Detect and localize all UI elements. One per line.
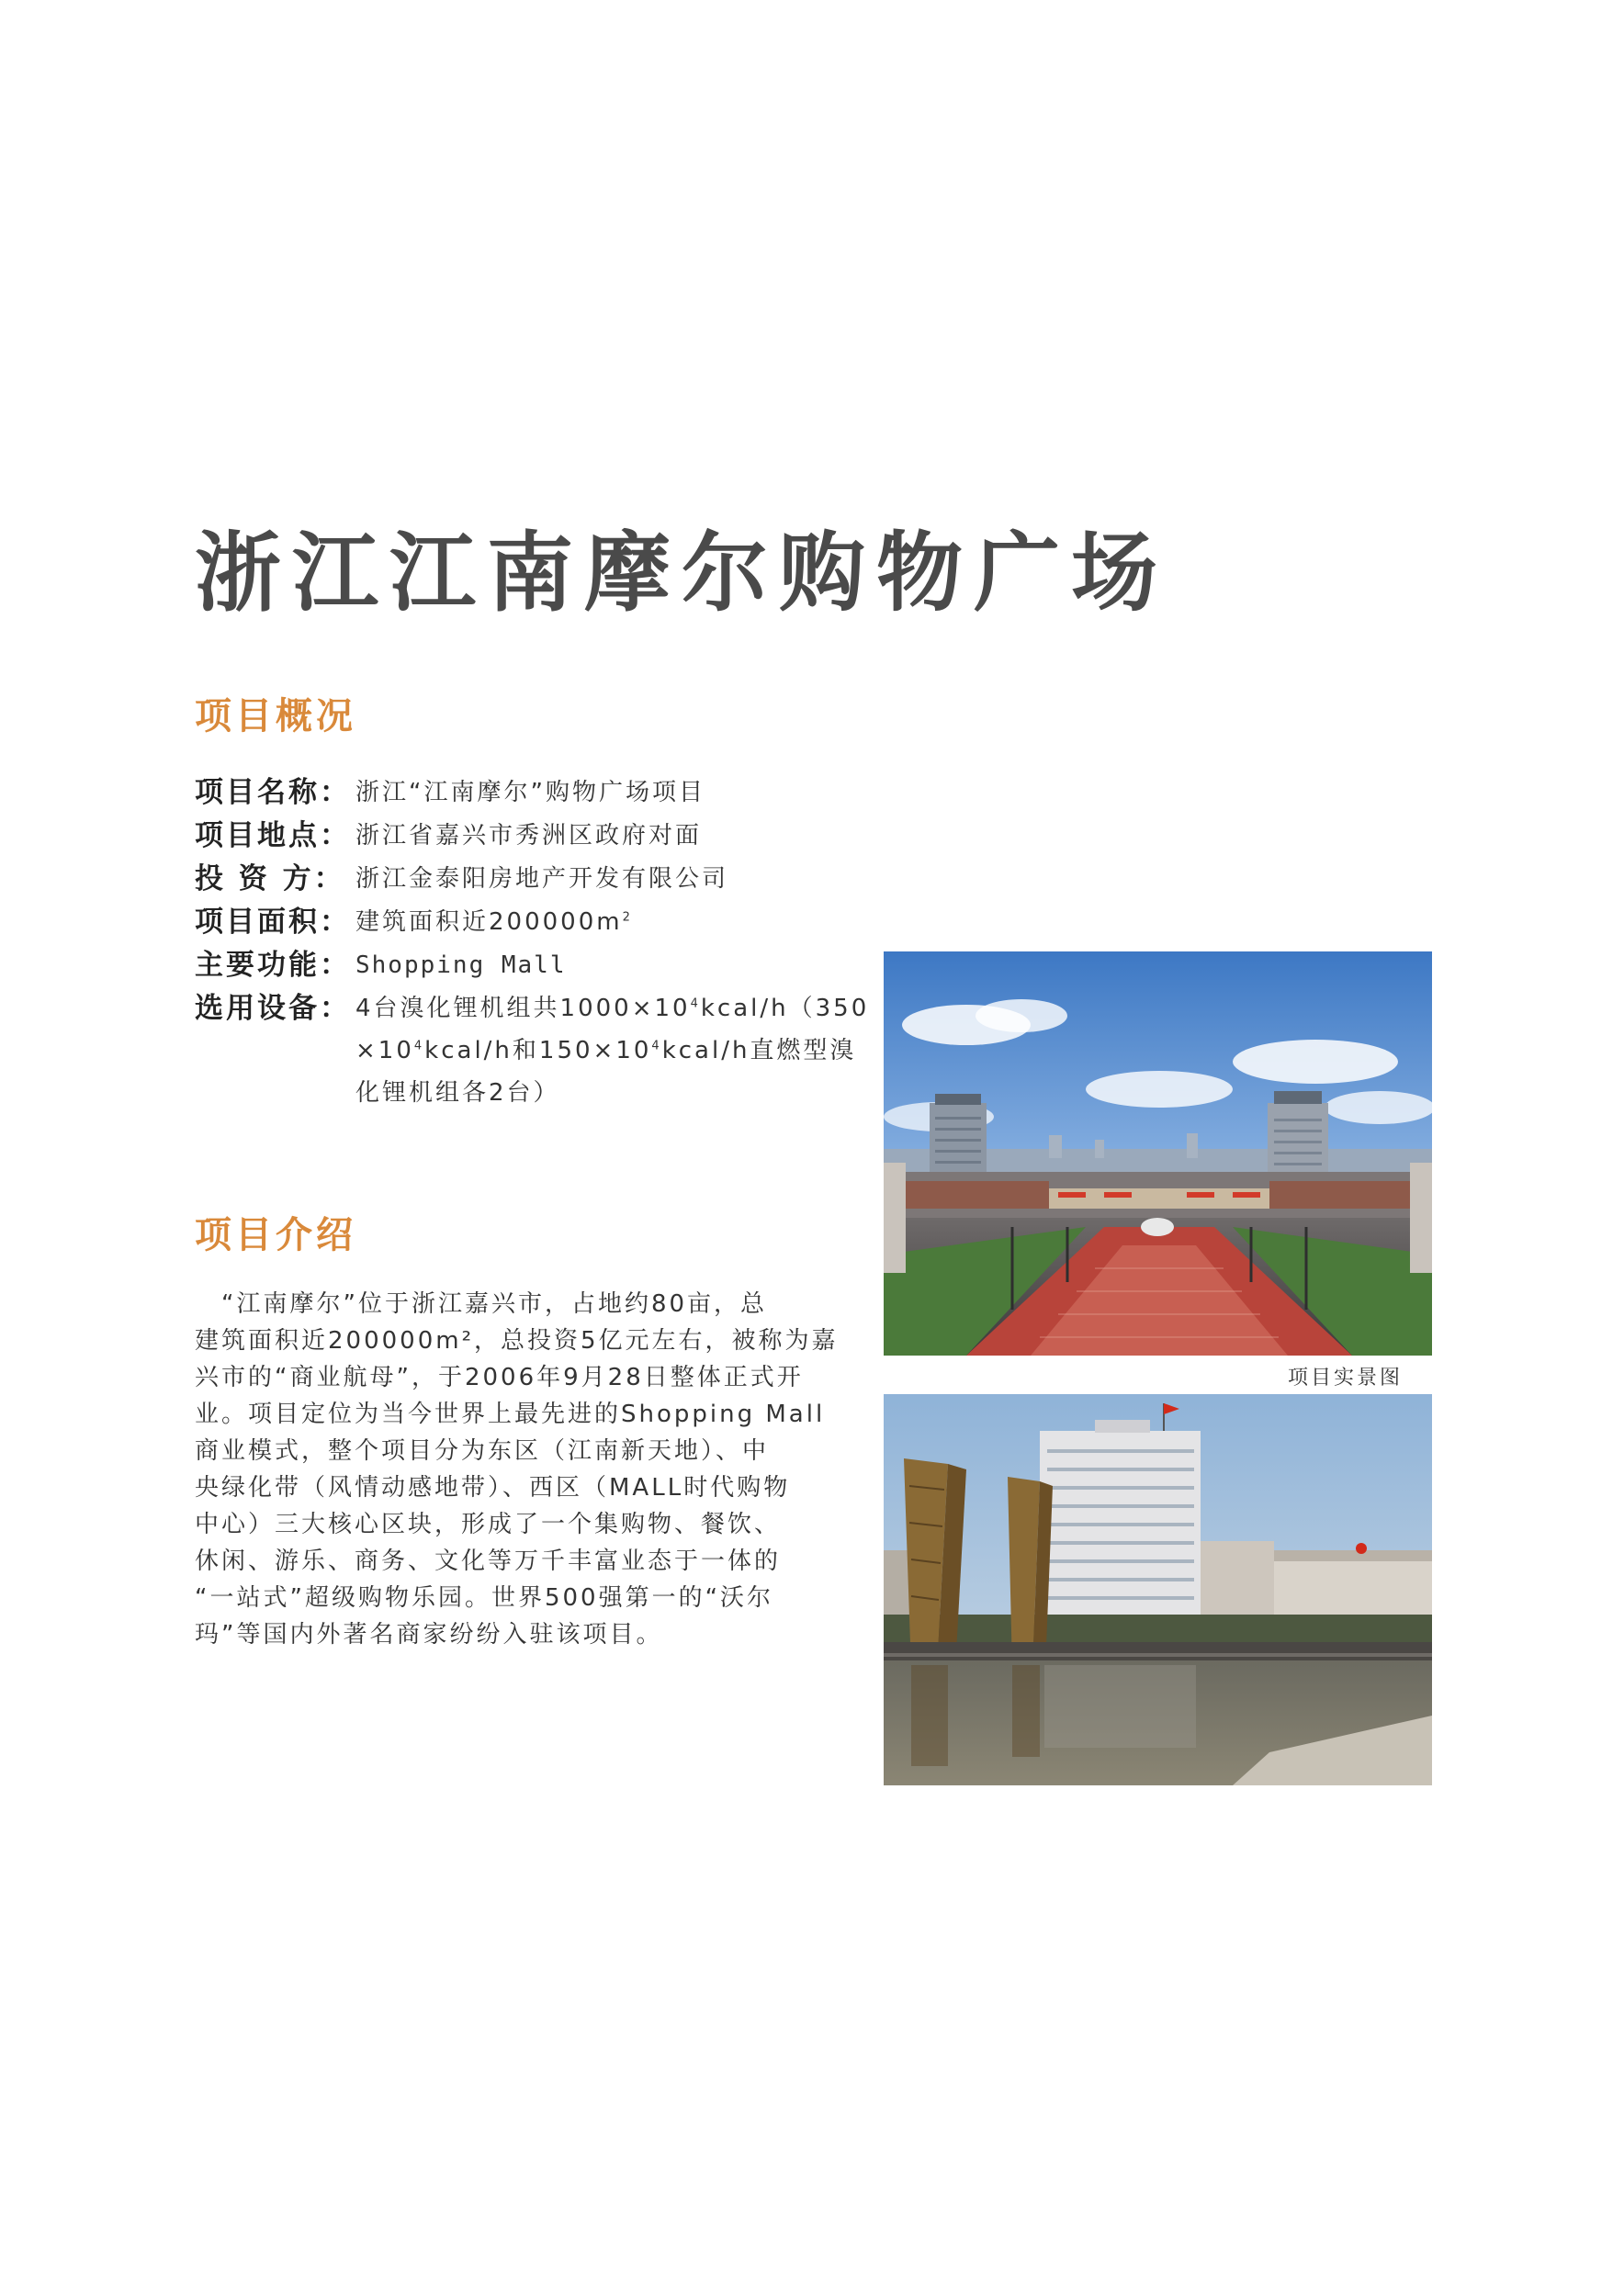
equipment-superscript: 4: [651, 1039, 662, 1053]
equipment-superscript: 4: [690, 996, 701, 1011]
info-value: 浙江省嘉兴市秀洲区政府对面: [355, 822, 703, 850]
info-label: 投 资 方：: [195, 862, 345, 895]
intro-line: 央绿化带（风情动感地带）、西区（MALL时代购物: [195, 1474, 791, 1502]
intro-line: 玛”等国内外著名商家纷纷入驻该项目。: [195, 1621, 663, 1649]
intro-heading: 项目介绍: [195, 1214, 356, 1256]
info-row-area: [195, 901, 856, 944]
equipment-superscript: 4: [413, 1039, 425, 1053]
equipment-text: 4台溴化锂机组共1000×10: [355, 995, 691, 1022]
equipment-text: kcal/h（350: [700, 995, 870, 1022]
info-row-name: [195, 771, 856, 815]
intro-line: “江南摩尔”位于浙江嘉兴市，占地约80亩，总: [195, 1290, 768, 1318]
intro-paragraph: [195, 1286, 839, 1653]
equipment-text: ×10: [355, 1037, 414, 1064]
info-label: 项目地点：: [195, 819, 351, 852]
info-value: 浙江“江南摩尔”购物广场项目: [355, 779, 705, 806]
page-title: 浙江江南摩尔购物广场: [195, 523, 1169, 624]
equipment-line: [355, 987, 870, 1030]
intro-line: 商业模式，整个项目分为东区（江南新天地）、中: [195, 1437, 770, 1465]
info-value: Shopping Mall: [355, 951, 567, 979]
photo-caption: 项目实景图: [1288, 1367, 1404, 1390]
intro-line: 中心）三大核心区块，形成了一个集购物、餐饮、: [195, 1511, 782, 1538]
info-label: 项目名称：: [195, 776, 351, 809]
intro-line: 兴市的“商业航母”，于2006年9月28日整体正式开: [195, 1364, 804, 1391]
intro-line: 业。项目定位为当今世界上最先进的Shopping Mall: [195, 1401, 826, 1428]
info-value: 浙江金泰阳房地产开发有限公司: [355, 865, 729, 893]
info-row-equipment: [195, 987, 870, 1114]
info-row-investor: [195, 858, 856, 901]
plaza-photo-illustration: [884, 951, 1432, 1356]
info-value: [355, 987, 870, 1114]
equipment-line: [355, 1072, 851, 1114]
project-info: [195, 771, 870, 1114]
info-row-function: [195, 944, 856, 987]
info-label: 主要功能：: [195, 949, 351, 982]
info-value: [355, 901, 633, 944]
equipment-line: [355, 1030, 857, 1072]
plaza-photo: [884, 951, 1432, 1356]
intro-line: “一站式”超级购物乐园。世界500强第一的“沃尔: [195, 1584, 774, 1612]
equipment-text: kcal/h和150×10: [424, 1037, 652, 1064]
info-row-location: [195, 815, 856, 858]
info-label: 项目面积：: [195, 906, 351, 939]
info-label: 选用设备：: [195, 992, 351, 1025]
overview-heading: 项目概况: [195, 695, 356, 737]
area-value: 建筑面积近200000m: [355, 908, 623, 936]
tower-photo-illustration: [884, 1394, 1432, 1785]
area-superscript: 2: [622, 910, 633, 925]
equipment-text: 化锂机组各2台）: [355, 1079, 560, 1107]
tower-photo: [884, 1394, 1432, 1785]
equipment-text: kcal/h直燃型溴: [661, 1037, 857, 1064]
intro-line: 建筑面积近200000m²，总投资5亿元左右，被称为嘉: [195, 1327, 839, 1355]
intro-line: 休闲、游乐、商务、文化等万千丰富业态于一体的: [195, 1548, 782, 1575]
